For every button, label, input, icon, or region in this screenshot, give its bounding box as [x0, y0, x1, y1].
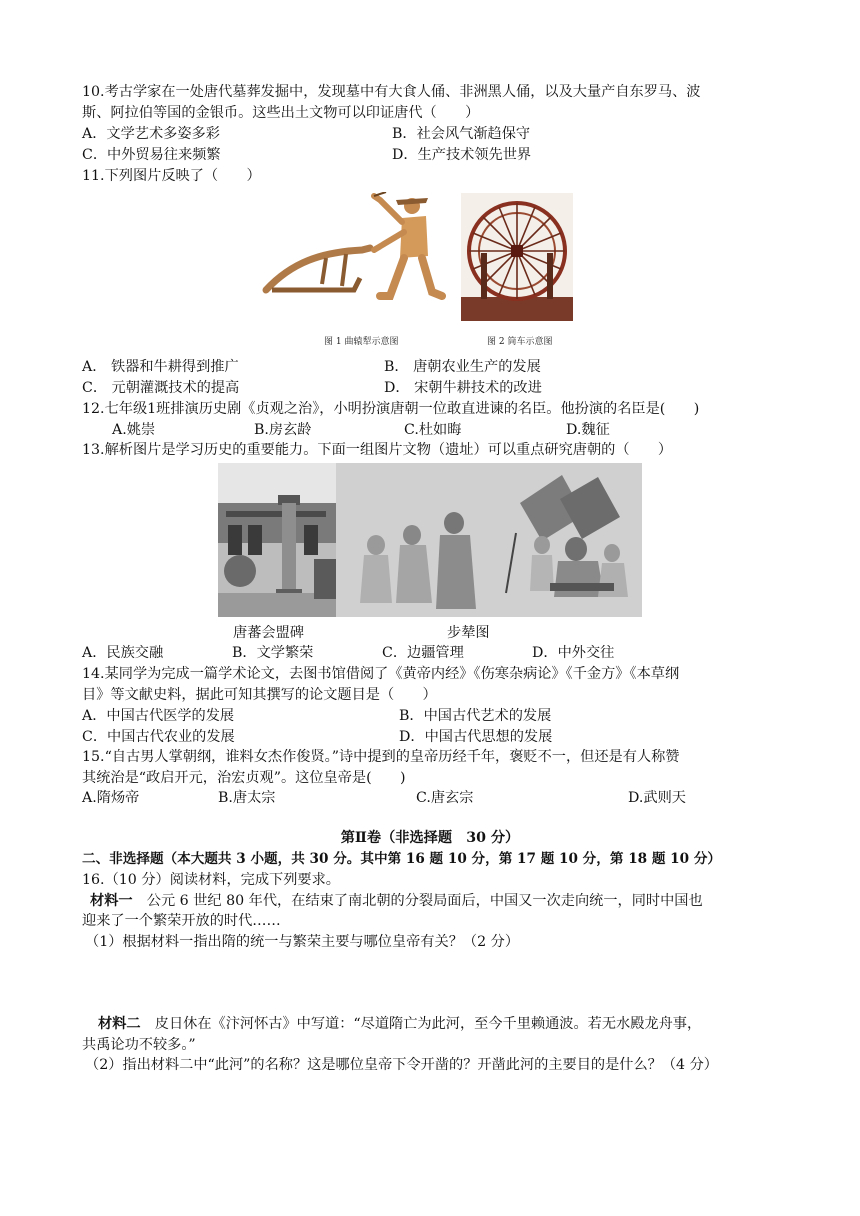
q14-option-a: A．中国古代医学的发展 — [82, 708, 235, 724]
q15-stem-line2: 其统治是“政启开元，治宏贞观”。这位皇帝是( ) — [82, 770, 406, 786]
q13-option-a: A．民族交融 — [82, 645, 164, 661]
q11-option-c: C． 元朝灌溉技术的提高 — [82, 380, 240, 396]
part2-title: 第Ⅱ卷（非选择题 30 分） — [340, 830, 520, 846]
tang-tibet-stele-photo — [218, 463, 336, 617]
q11-stem: 11.下列图片反映了（ ） — [82, 168, 261, 184]
q10-option-d: D．生产技术领先世界 — [392, 147, 532, 163]
q12-option-a: A.姚崇 — [112, 422, 156, 438]
bunian-tu-painting — [336, 463, 642, 617]
part2-heading: 二、非选择题（本大题共 3 小题，共 30 分。其中第 16 题 10 分，第 17 题 10 分，第 18 题 10 分） — [82, 851, 722, 867]
curved-plow-illustration — [262, 192, 450, 302]
q14-stem-line2: 目》等文献史料，据此可知其撰写的论文题目是（ ） — [82, 687, 437, 703]
q15-option-d: D.武则天 — [628, 790, 686, 806]
q16-material2-line2: 共禹论功不较多。” — [82, 1037, 196, 1053]
q15-stem-line1: 15.“自古男人掌朝纲，谁料女杰作俊贤。”诗中提到的皇帝历经千年，褒贬不一，但还是有人称赞 — [82, 749, 680, 765]
q13-option-b: B．文学繁荣 — [232, 645, 314, 661]
q13-stem: 13.解析图片是学习历史的重要能力。下面一组图片文物（遗址）可以重点研究唐朝的（ ） — [82, 442, 673, 458]
q16-subquestion2: （2）指出材料二中“此河”的名称？这是哪位皇帝下令开凿的？开凿此河的主要目的是什么？（4 分） — [85, 1057, 718, 1073]
q11-option-b: B． 唐朝农业生产的发展 — [384, 359, 541, 375]
stele-caption: 唐蕃会盟碑 — [233, 625, 304, 641]
q12-option-d: D.魏征 — [566, 422, 610, 438]
q11-option-d: D． 宋朝牛耕技术的改进 — [384, 380, 542, 396]
figure2-caption: 图 2 筒车示意图 — [487, 337, 553, 347]
q11-option-a: A． 铁器和牛耕得到推广 — [82, 359, 239, 375]
q14-stem-line1: 14.某同学为完成一篇学术论文，去图书馆借阅了《黄帝内经》《伤寒杂病论》《千金方》《本草纲 — [82, 666, 680, 682]
q16-subquestion1: （1）根据材料一指出隋的统一与繁荣主要与哪位皇帝有关？（2 分） — [85, 934, 520, 950]
material2-text: 皮日休在《汴河怀古》中写道：“尽道隋亡为此河，至今千里赖通波。若无水殿龙舟事， — [140, 1016, 702, 1032]
q15-option-b: B.唐太宗 — [218, 790, 276, 806]
q14-option-b: B．中国古代艺术的发展 — [399, 708, 552, 724]
material1-text: 公元 6 世纪 80 年代，在结束了南北朝的分裂局面后，中国又一次走向统一，同时中国也 — [132, 893, 703, 909]
q12-stem: 12.七年级1班排演历史剧《贞观之治》，小明扮演唐朝一位敢直进谏的名臣。他扮演的名臣是( ) — [82, 401, 700, 417]
painting-caption: 步辇图 — [447, 625, 490, 641]
q14-option-c: C．中国古代农业的发展 — [82, 729, 235, 745]
q10-stem-line1: 10.考古学家在一处唐代墓葬发掘中，发现墓中有大食人俑、非洲黑人俑，以及大量产自东罗马、波 — [82, 84, 701, 100]
q10-option-b: B．社会风气渐趋保守 — [392, 126, 531, 142]
q13-option-d: D．中外交往 — [532, 645, 615, 661]
figure1-caption: 图 1 曲辕犁示意图 — [324, 337, 399, 347]
q14-option-d: D．中国古代思想的发展 — [399, 729, 553, 745]
q16-material1-line2: 迎来了一个繁荣开放的时代…… — [82, 913, 281, 929]
q16-material1-line1 — [90, 891, 703, 911]
q16-stem: 16.（10 分）阅读材料，完成下列要求。 — [82, 872, 340, 888]
q10-option-c: C．中外贸易往来频繁 — [82, 147, 221, 163]
q10-stem-line2: 斯、阿拉伯等国的金银币。这些出土文物可以印证唐代（ ） — [82, 105, 480, 121]
q12-option-c: C.杜如晦 — [404, 422, 462, 438]
q15-option-c: C.唐玄宗 — [416, 790, 474, 806]
water-wheel-photo — [461, 193, 573, 321]
q15-option-a: A.隋炀帝 — [82, 790, 140, 806]
q12-option-b: B.房玄龄 — [254, 422, 312, 438]
q10-option-a: A．文学艺术多姿多彩 — [82, 126, 220, 142]
material2-label: 材料二 — [98, 1016, 141, 1032]
q13-option-c: C．边疆管理 — [382, 645, 464, 661]
material1-label: 材料一 — [90, 893, 133, 909]
q16-material2-line1 — [98, 1014, 701, 1034]
